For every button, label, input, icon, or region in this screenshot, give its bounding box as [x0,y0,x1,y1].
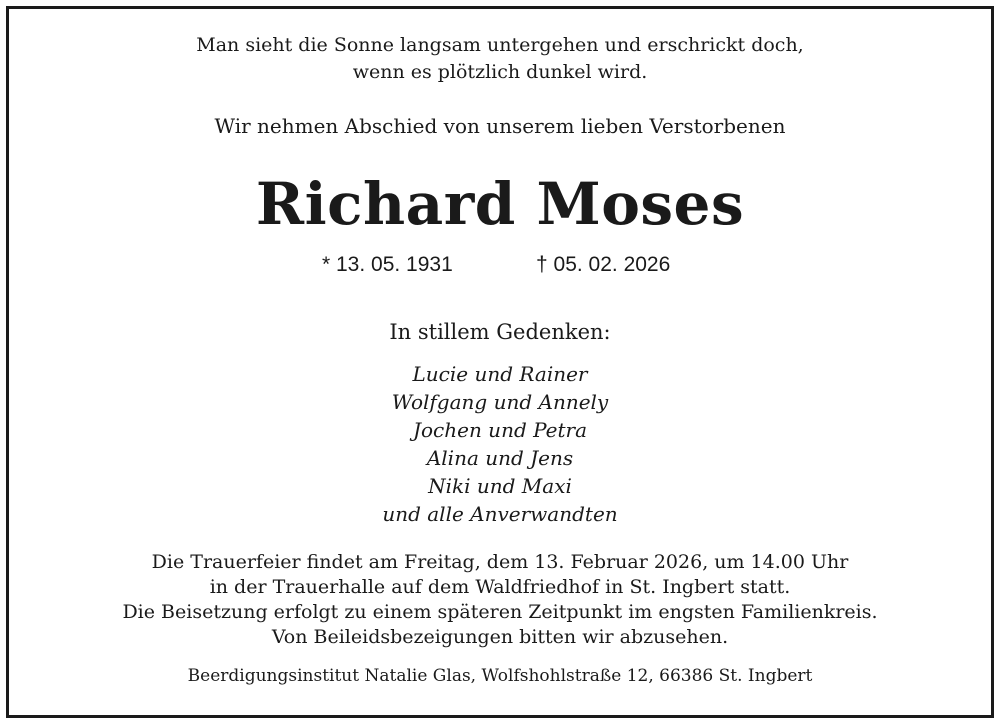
service-info-line: Die Beisetzung erfolgt zu einem späteren Zeitpunkt im engsten Familienkreis. [122,601,878,623]
mourner-line: und alle Anverwandten [382,502,618,526]
funeral-home-address: Beerdigungsinstitut Natalie Glas, Wolfshohlstraße 12, 66386 St. Ingbert [187,666,813,686]
mourner-line: Wolfgang und Annely [391,390,609,414]
birth-date: * 13. 05. 1931 [322,253,453,276]
mourner-line: Jochen und Petra [412,418,588,442]
mourner-line: Lucie und Rainer [412,362,588,386]
quote-line-1: Man sieht die Sonne langsam untergehen und erschrickt doch, [196,34,804,56]
service-info-line: Die Trauerfeier findet am Freitag, dem 13. Februar 2026, um 14.00 Uhr [151,551,849,573]
mourner-line: Alina und Jens [426,446,574,470]
service-info-line: Von Beileidsbezeigungen bitten wir abzusehen. [271,626,729,648]
deceased-name: Richard Moses [255,170,745,238]
service-info-line: in der Trauerhalle auf dem Waldfriedhof in St. Ingbert statt. [209,576,791,598]
remembrance-heading: In stillem Gedenken: [389,320,611,344]
mourner-line: Niki und Maxi [428,474,572,498]
quote-line-2: wenn es plötzlich dunkel wird. [352,61,648,83]
death-date: † 05. 02. 2026 [536,253,671,276]
farewell-intro: Wir nehmen Abschied von unserem lieben Verstorbenen [214,114,786,138]
